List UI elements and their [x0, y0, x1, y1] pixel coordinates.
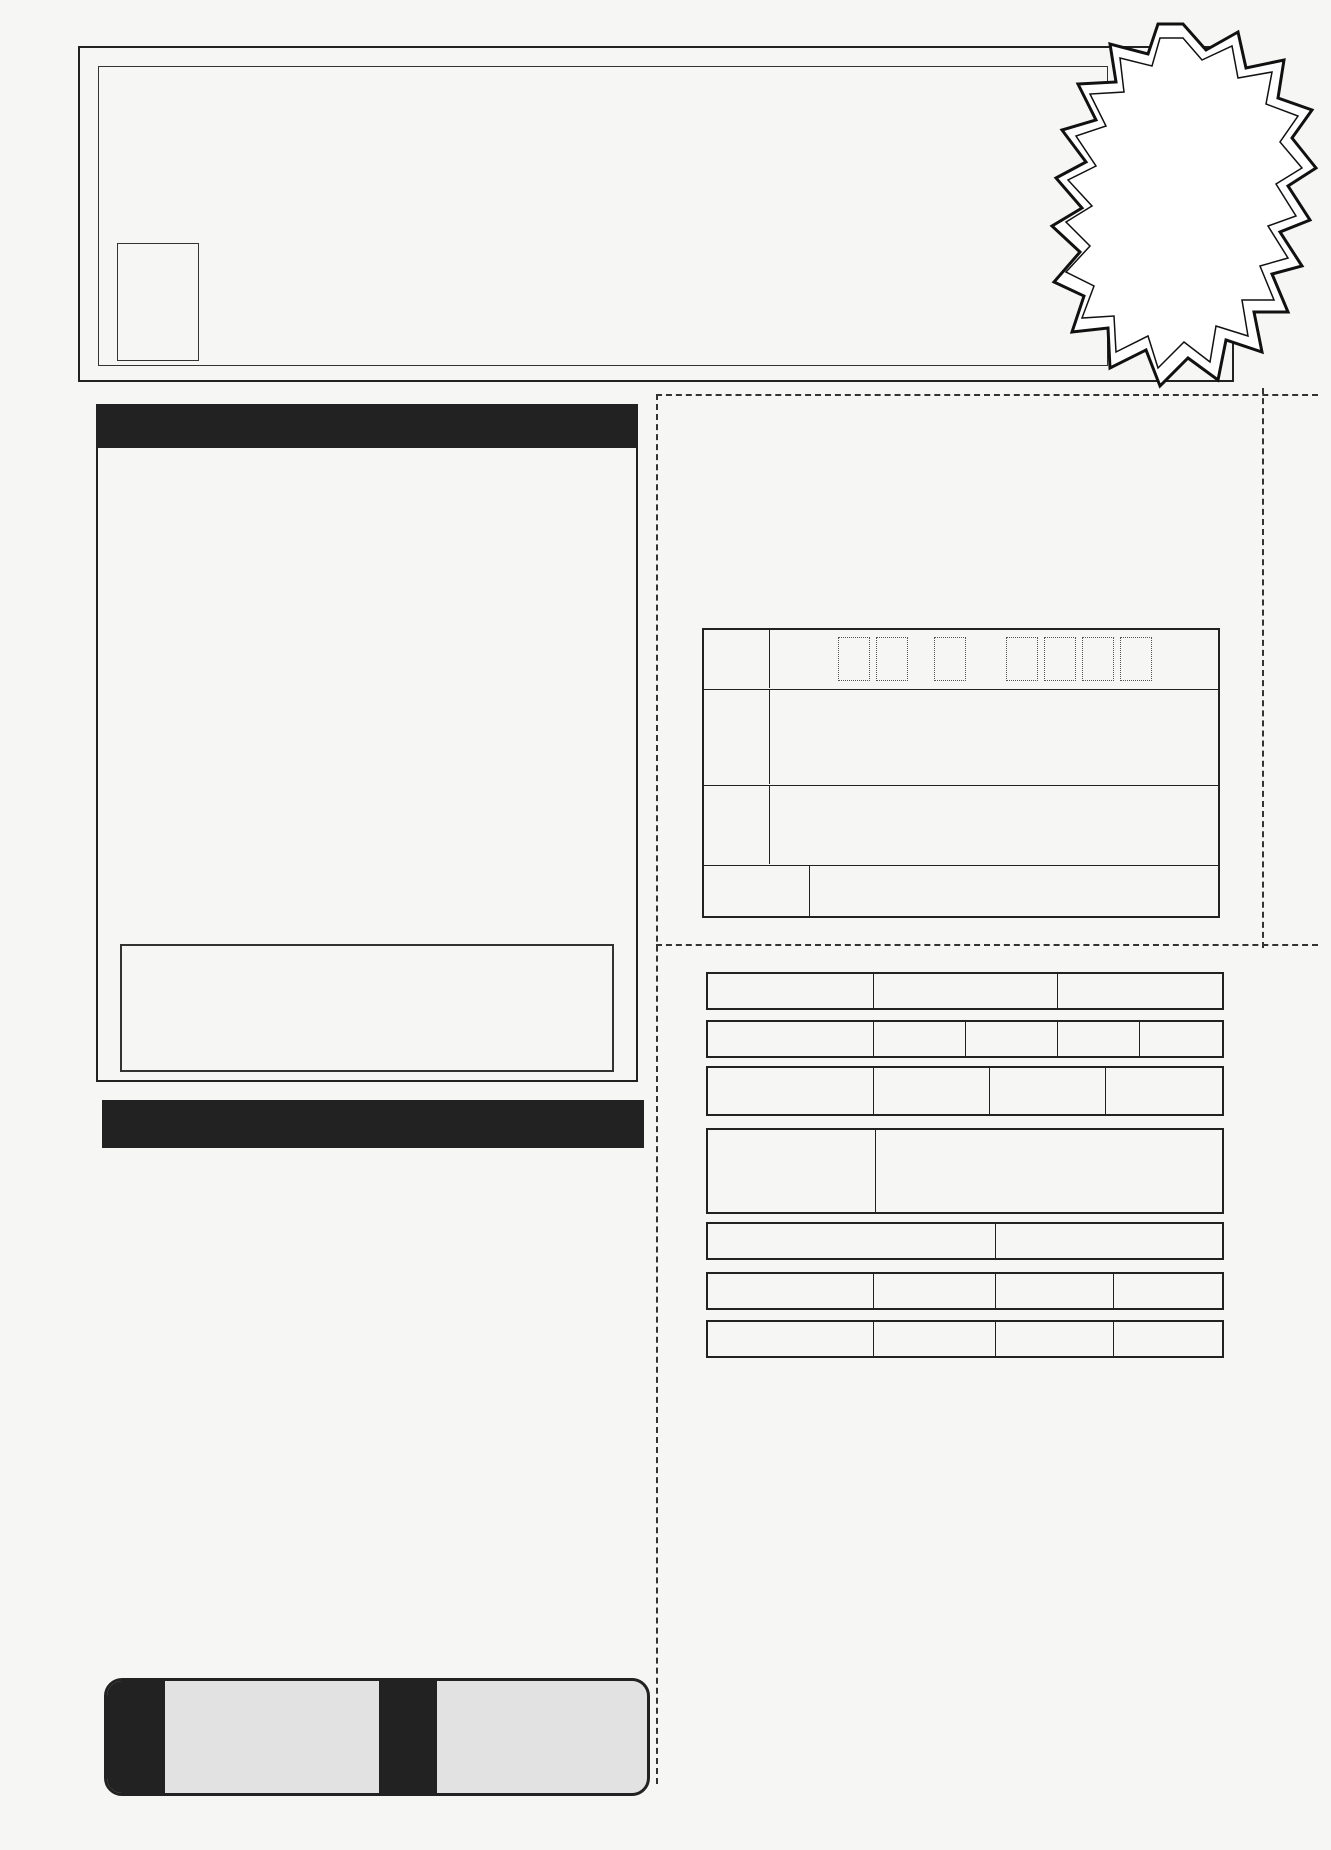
winners-note [117, 243, 199, 361]
zip-input-2[interactable] [876, 637, 908, 681]
address-row [704, 690, 1218, 786]
phone-row [704, 866, 1218, 916]
cut-line-right [1262, 388, 1264, 948]
contact-form [702, 628, 1220, 918]
occupation-self-employed[interactable] [1058, 1022, 1140, 1056]
favorite-works-label [708, 1068, 874, 1114]
age-sex-row [706, 972, 1224, 1010]
occupation-other[interactable] [1140, 1022, 1222, 1056]
sex-options[interactable] [1058, 974, 1222, 1008]
works-list-section [102, 1100, 646, 1620]
purchase-other[interactable] [1114, 1322, 1222, 1356]
frequency-label [708, 1274, 874, 1308]
purchase-row [706, 1320, 1224, 1358]
address-input[interactable] [774, 694, 1210, 780]
zip-input-5[interactable] [1044, 637, 1076, 681]
signed-book-option[interactable] [996, 1224, 1222, 1258]
present-label [708, 1130, 876, 1212]
rank-3-input[interactable] [1106, 1068, 1222, 1114]
zip-input-4[interactable] [1006, 637, 1038, 681]
application-rules-section [96, 404, 638, 1082]
name-row [704, 786, 1218, 866]
message-input[interactable] [690, 1400, 1220, 1760]
age-input[interactable] [874, 974, 1058, 1008]
zip-input-7[interactable] [1120, 637, 1152, 681]
frequency-every[interactable] [874, 1274, 996, 1308]
purchase-bookstore[interactable] [996, 1322, 1114, 1356]
zip-input-6[interactable] [1082, 637, 1114, 681]
zip-row [704, 630, 1218, 690]
occupation-label [708, 1022, 874, 1056]
address-label [704, 690, 770, 784]
frequency-sometimes[interactable] [996, 1274, 1114, 1308]
cut-line-middle [656, 944, 1318, 946]
phone-input[interactable] [814, 870, 1210, 912]
phone-label [704, 866, 810, 916]
favorite-works-row [706, 1066, 1224, 1116]
deadline-label [107, 1681, 165, 1793]
zip-input-3[interactable] [934, 637, 966, 681]
purchase-convenience[interactable] [874, 1322, 996, 1356]
rank-2-input[interactable] [990, 1068, 1106, 1114]
occupation-student[interactable] [874, 1022, 966, 1056]
deadline-banner [104, 1678, 650, 1796]
cut-line-vertical [656, 394, 658, 1784]
signed-book-row [706, 1222, 1224, 1260]
signed-book-label [708, 1224, 996, 1258]
zip-input-1[interactable] [838, 637, 870, 681]
winners-list-frame [98, 66, 1108, 366]
occupation-row [706, 1020, 1224, 1058]
works-title [102, 1100, 644, 1148]
age-sex-label [708, 974, 874, 1008]
winners-announcement-burst [1048, 20, 1318, 390]
release-label [379, 1681, 437, 1793]
name-input[interactable] [774, 790, 1210, 860]
purchase-label [708, 1322, 874, 1356]
occupation-employee[interactable] [966, 1022, 1058, 1056]
zip-label [704, 630, 770, 688]
name-label-cell [704, 786, 770, 864]
cut-line-top [656, 394, 1318, 396]
application-title [98, 406, 636, 448]
application-disclaimer [120, 944, 614, 1072]
present-row [706, 1128, 1224, 1214]
frequency-first[interactable] [1114, 1274, 1222, 1308]
frequency-row [706, 1272, 1224, 1310]
rank-1-input[interactable] [874, 1068, 990, 1114]
